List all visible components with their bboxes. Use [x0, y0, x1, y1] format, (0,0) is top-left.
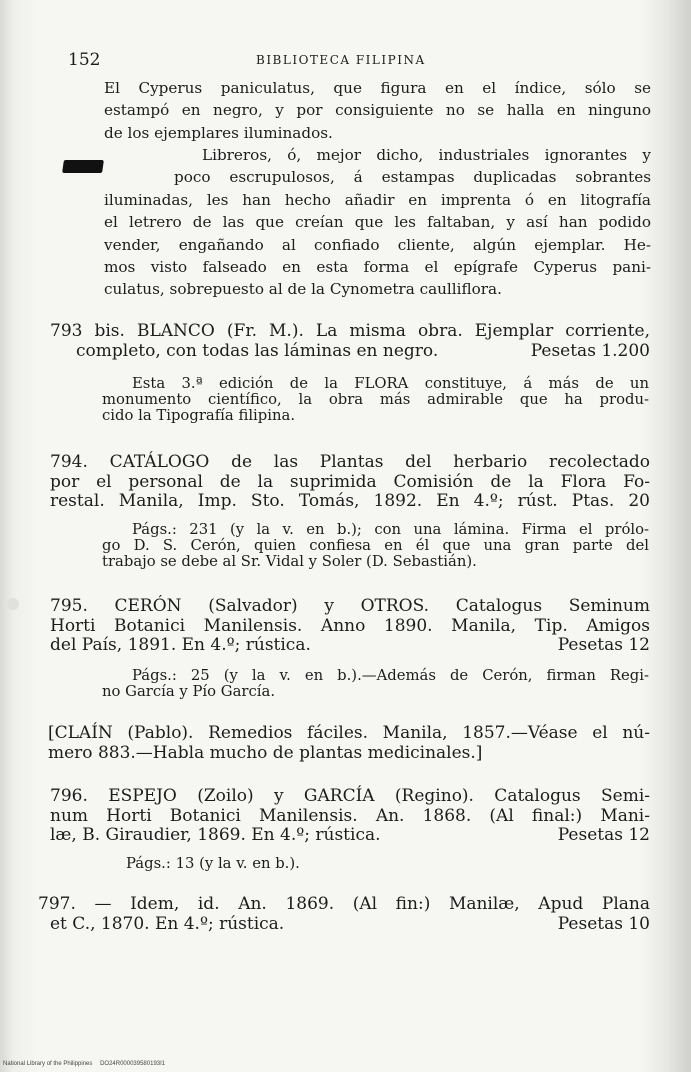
text-line: el letrero de las que creían que les faltaban, y así han podido: [104, 213, 651, 232]
entry-line: [50, 342, 650, 362]
entry-793bis: [50, 322, 650, 361]
entry-text: læ, B. Giraudier, 1869. En 4.º; rústica.: [50, 825, 381, 846]
margin-smudge: [7, 598, 19, 610]
text-line: vender, engañando al confiado cliente, algún ejemplar. He-: [104, 235, 651, 254]
entry-text: completo, con todas las láminas en negro.: [76, 340, 439, 361]
entry-795-note: [102, 668, 649, 700]
entry-795: [50, 597, 650, 656]
note-line: Págs.: 231 (y la v. en b.); con una lámina. Firma el prólo-: [132, 521, 649, 538]
entry-796: [50, 787, 650, 846]
entry-796-note: [126, 856, 646, 872]
entry-line: [50, 826, 650, 846]
note-line: Esta 3.ª edición de la FLORA constituye, á más de un: [132, 375, 649, 392]
text-line: Libreros, ó, mejor dicho, industriales ignorantes y: [202, 146, 651, 164]
entry-price: Pesetas 10: [557, 913, 650, 934]
entry-797: [38, 895, 650, 934]
entry-line: mero 883.—Habla mucho de plantas medicinales.]: [48, 742, 483, 763]
note-line: monumento científico, la obra más admirable que ha produ-: [102, 391, 649, 409]
note-line: cido la Tipografía filipina.: [102, 407, 296, 425]
entry-line: 795. CERÓN (Salvador) y OTROS. Catalogus Seminum: [50, 596, 650, 616]
entry-price: Pesetas 12: [557, 635, 650, 656]
note-line: Págs.: 25 (y la v. en b.).—Además de Cerón, firman Regi-: [132, 667, 649, 684]
entry-clain: [48, 724, 650, 763]
text-line: mos visto falseado en esta forma el epígrafe Cyperus pani-: [104, 258, 651, 277]
library-name: National Library of the Philippines: [3, 1061, 93, 1067]
text-line: poco escrupulosos, á estampas duplicadas sobrantes: [174, 168, 651, 187]
entry-text: et C., 1870. En 4.º; rústica.: [50, 913, 285, 934]
entry-price: Pesetas 12: [557, 825, 650, 846]
scan-code: DO24R000039580193I1: [100, 1061, 166, 1067]
entry-text: del País, 1891. En 4.º; rústica.: [50, 635, 311, 656]
intro-paragraph-1: [104, 77, 651, 144]
book-page: [38, 0, 656, 1072]
scan-footer: [3, 1061, 165, 1067]
entry-line: 794. CATÁLOGO de las Plantas del herbario recolectado: [50, 452, 650, 472]
text-line: estampó en negro, y por consiguiente no se halla en ninguno: [104, 101, 651, 120]
entry-line: [50, 636, 650, 656]
entry-line: restal. Manila, Imp. Sto. Tomás, 1892. En 4.º; rúst. Ptas. 20: [50, 491, 650, 512]
entry-line: 796. ESPEJO (Zoilo) y GARCÍA (Regino). Catalogus Semi-: [50, 786, 650, 806]
entry-line: 793 bis. BLANCO (Fr. M.). La misma obra. Ejemplar corriente,: [50, 321, 650, 341]
entry-line: 797. — Idem, id. An. 1869. (Al fin:) Manilæ, Apud Plana: [38, 894, 650, 914]
entry-line: Horti Botanici Manilensis. Anno 1890. Manila, Tip. Amigos: [50, 615, 650, 636]
entry-line: num Horti Botanici Manilensis. An. 1868. (Al final:) Mani-: [50, 805, 650, 826]
running-title: BIBLIOTECA FILIPINA: [256, 53, 426, 67]
text-line: iluminadas, les han hecho añadir en imprenta ó en litografía: [104, 190, 651, 209]
running-header: [68, 50, 628, 72]
note-line: Págs.: 13 (y la v. en b.).: [126, 855, 300, 872]
entry-line: [38, 915, 650, 935]
entry-794-note: [102, 522, 649, 571]
intro-paragraph-2: [104, 144, 651, 301]
entry-794: [50, 453, 650, 512]
note-line: trabajo se debe al Sr. Vidal y Soler (D. Sebastián).: [102, 553, 477, 571]
text-line: El Cyperus paniculatus, que figura en el índice, sólo se: [104, 79, 651, 97]
text-line: culatus, sobrepuesto al de la Cynometra caulliflora.: [104, 280, 502, 299]
entry-line: por el personal de la suprimida Comisión de la Flora Fo-: [50, 471, 650, 492]
note-line: go D. S. Cerón, quien confiesa en él que una gran parte del: [102, 537, 649, 555]
page-number: 152: [68, 50, 101, 70]
entry-price: Pesetas 1.200: [530, 340, 650, 361]
text-line: de los ejemplares iluminados.: [104, 123, 333, 142]
note-line: no García y Pío García.: [102, 683, 276, 701]
entry-line: [CLAÍN (Pablo). Remedios fáciles. Manila, 1857.—Véase el nú-: [48, 723, 650, 743]
entry-793bis-note: [102, 376, 649, 425]
